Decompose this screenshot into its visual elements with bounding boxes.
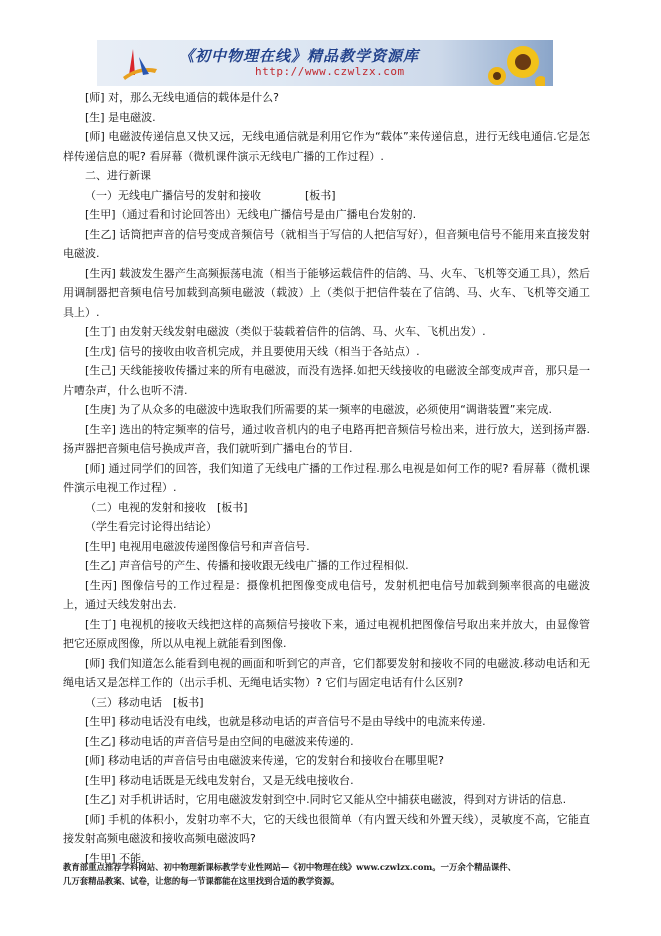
dialogue-paragraph: [生乙] 对手机讲话时，它用电磁波发射到空中.同时它又能从空中捕获电磁波，得到对方讲话的信息.: [85, 793, 567, 806]
dialogue-paragraph: [生庚] 为了从众多的电磁波中选取我们所需要的某一频率的电磁波，必须使用“调谐装置”来完成.: [85, 403, 552, 416]
dialogue-paragraph: [生乙] 话筒把声音的信号变成音频信号（就相当于写信的人把信写好），但音频电信号不能用来直接发射电磁波.: [63, 227, 590, 260]
dialogue-paragraph: [师] 通过同学们的回答，我们知道了无线电广播的工作过程.那么电视是如何工作的呢? 看屏幕（微机课件演示电视工作过程）.: [63, 461, 590, 494]
dialogue-paragraph: （学生看完讨论得出结论）: [85, 520, 217, 533]
footer-line: 教育部重点推荐学科网站、初中物理新课标教学专业性网站—《初中物理在线》www.czwlzx.com。一万余个精品课件、: [63, 862, 517, 872]
dialogue-paragraph: [生乙] 移动电话的声音信号是由空间的电磁波来传递的.: [85, 734, 354, 748]
subsection-heading: （三）移动电话 [板书]: [85, 695, 204, 709]
banner-url: http://www.czwlzx.com: [255, 65, 405, 78]
page-footer: [63, 860, 603, 888]
dialogue-paragraph: [师] 手机的体积小，发射功率不大，它的天线也很简单（有内置天线和外置天线），灵敏度不高，它能直接发射高频电磁波和接收高频电磁波吗?: [63, 812, 590, 845]
dialogue-paragraph: [生甲] 移动电话没有电线，也就是移动电话的声音信号不是由导线中的电流来传递.: [85, 715, 486, 728]
document-body: [63, 88, 590, 868]
section-heading: 二、进行新课: [85, 169, 151, 182]
dialogue-paragraph: [师] 电磁波传递信息又快又远，无线电通信就是利用它作为“载体”来传递信息，进行无线电通信.它是怎样传递信息的呢? 看屏幕（微机课件演示无线电广播的工作过程）.: [63, 130, 590, 163]
dialogue-paragraph: [生] 是电磁波.: [85, 110, 156, 124]
dialogue-paragraph: [生甲] 不能.: [85, 851, 145, 865]
subsection-heading: （一）无线电广播信号的发射和接收 [板书]: [85, 188, 336, 202]
dialogue-paragraph: [生丁] 电视机的接收天线把这样的高频信号接收下来，通过电视机把图像信号取出来并放大，由显像管把它还原成图像，所以从电视上就能看到图像.: [63, 617, 590, 650]
footer-line: 几万套精品教案、试卷，让您的每一节课都能在这里找到合适的教学资源。: [63, 876, 340, 886]
dialogue-paragraph: [生甲] 移动电话既是无线电发射台，又是无线电接收台.: [85, 773, 354, 787]
site-logo-icon: [119, 47, 159, 81]
dialogue-paragraph: [生甲] 电视用电磁波传递图像信号和声音信号.: [85, 539, 310, 553]
dialogue-paragraph: [生乙] 声音信号的产生、传播和接收跟无线电广播的工作过程相似.: [85, 559, 409, 572]
dialogue-paragraph: [生己] 天线能接收传播过来的所有电磁波，而没有选择.如把天线接收的电磁波全部变成声音，那只是一片嘈杂声，什么也听不清.: [63, 364, 590, 397]
dialogue-paragraph: [师] 移动电话的声音信号由电磁波来传递，它的发射台和接收台在哪里呢?: [85, 754, 444, 767]
dialogue-paragraph: [生辛] 选出的特定频率的信号，通过收音机内的电子电路再把音频信号检出来，进行放大，送到扬声器.扬声器把音频电信号换成声音，我们就听到广播电台的节目.: [63, 422, 590, 455]
dialogue-paragraph: [师] 我们知道怎么能看到电视的画面和听到它的声音，它们都要发射和接收不同的电磁波.移动电话和无绳电话又是怎样工作的（出示手机、无绳电话实物）? 它们与固定电话有什么区别?: [63, 656, 590, 689]
dialogue-paragraph: [生甲]（通过看和讨论回答出）无线电广播信号是由广播电台发射的.: [85, 208, 417, 221]
dialogue-paragraph: [生戊] 信号的接收由收音机完成，并且要使用天线（相当于各站点）.: [85, 344, 420, 358]
subsection-heading: （二）电视的发射和接收 [板书]: [85, 500, 248, 514]
banner-title: 《初中物理在线》精品教学资源库: [179, 47, 420, 65]
header-banner: [97, 40, 553, 86]
sunflower-icon: [483, 42, 545, 86]
dialogue-paragraph: [师] 对，那么无线电通信的载体是什么?: [85, 91, 279, 104]
dialogue-paragraph: [生丙] 载波发生器产生高频振荡电流（相当于能够运载信件的信鸽、马、火车、飞机等交通工具），然后用调制器把音频电信号加载到高频电磁波（载波）上（类似于把信件装在了信鸽、马、火车、飞机等交通工具上）.: [63, 266, 590, 319]
dialogue-paragraph: [生丙] 图像信号的工作过程是：摄像机把图像变成电信号，发射机把电信号加载到频率很高的电磁波上，通过天线发射出去.: [63, 578, 590, 611]
dialogue-paragraph: [生丁] 由发射天线发射电磁波（类似于装载着信件的信鸽、马、火车、飞机出发）.: [85, 325, 486, 338]
